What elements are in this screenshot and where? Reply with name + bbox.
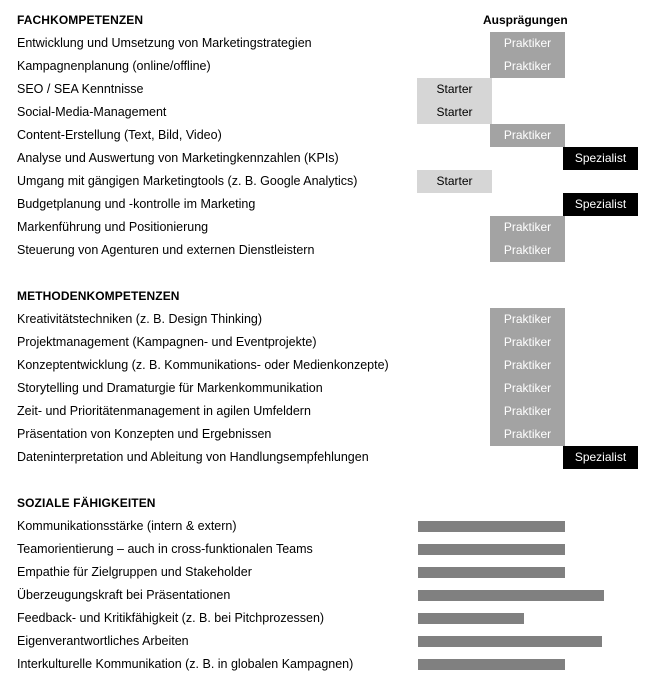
skill-row <box>0 607 654 630</box>
skill-label: Dateninterpretation und Ableitung von Handlungsempfehlungen <box>17 450 369 464</box>
skill-row <box>0 538 654 561</box>
level-badge-praktiker: Praktiker <box>490 423 565 446</box>
skill-label: Steuerung von Agenturen und externen Dienstleistern <box>17 243 315 257</box>
section-heading-soziale-faehigkeiten: SOZIALE FÄHIGKEITEN <box>17 496 156 510</box>
skill-label: Analyse und Auswertung von Marketingkennzahlen (KPIs) <box>17 151 339 165</box>
skill-row <box>0 561 654 584</box>
level-badge-praktiker: Praktiker <box>490 308 565 331</box>
level-badge-spezialist: Spezialist <box>563 147 638 170</box>
skill-row <box>0 354 654 377</box>
skill-label: Projektmanagement (Kampagnen- und Eventprojekte) <box>17 335 317 349</box>
skill-rating-bar <box>418 613 524 624</box>
skill-rating-bar <box>418 636 602 647</box>
skill-label: Umgang mit gängigen Marketingtools (z. B. Google Analytics) <box>17 174 358 188</box>
skill-row <box>0 308 654 331</box>
skill-label: Kampagnenplanung (online/offline) <box>17 59 211 73</box>
level-badge-praktiker: Praktiker <box>490 239 565 262</box>
skill-row <box>0 515 654 538</box>
skill-label: Kommunikationsstärke (intern & extern) <box>17 519 237 533</box>
skill-rating-bar <box>418 544 565 555</box>
skill-row <box>0 423 654 446</box>
skill-row <box>0 630 654 653</box>
skill-row <box>0 124 654 147</box>
section-heading-fachkompetenzen: FACHKOMPETENZEN <box>17 13 144 27</box>
skill-row <box>0 170 654 193</box>
skill-label: Kreativitätstechniken (z. B. Design Thinking) <box>17 312 263 326</box>
level-badge-praktiker: Praktiker <box>490 354 565 377</box>
level-badge-spezialist: Spezialist <box>563 193 638 216</box>
level-badge-praktiker: Praktiker <box>490 32 565 55</box>
level-badge-praktiker: Praktiker <box>490 377 565 400</box>
skill-label: Social-Media-Management <box>17 105 167 119</box>
skill-row <box>0 147 654 170</box>
skill-row <box>0 400 654 423</box>
skill-label: Markenführung und Positionierung <box>17 220 209 234</box>
level-badge-praktiker: Praktiker <box>490 216 565 239</box>
level-badge-praktiker: Praktiker <box>490 55 565 78</box>
level-badge-praktiker: Praktiker <box>490 400 565 423</box>
skill-label: Präsentation von Konzepten und Ergebnissen <box>17 427 272 441</box>
skill-row <box>0 78 654 101</box>
level-badge-starter: Starter <box>417 78 492 101</box>
skill-label: Überzeugungskraft bei Präsentationen <box>17 588 231 602</box>
skill-label: Teamorientierung – auch in cross-funktionalen Teams <box>17 542 313 556</box>
skill-row <box>0 239 654 262</box>
skill-rating-bar <box>418 590 604 601</box>
skill-label: Empathie für Zielgruppen und Stakeholder <box>17 565 252 579</box>
skill-label: Feedback- und Kritikfähigkeit (z. B. bei Pitchprozessen) <box>17 611 325 625</box>
skill-label: Budgetplanung und -kontrolle im Marketing <box>17 197 256 211</box>
skill-label: Entwicklung und Umsetzung von Marketingstrategien <box>17 36 312 50</box>
skill-row <box>0 331 654 354</box>
skill-label: Interkulturelle Kommunikation (z. B. in globalen Kampagnen) <box>17 657 354 671</box>
skill-row <box>0 101 654 124</box>
level-badge-praktiker: Praktiker <box>490 124 565 147</box>
skill-label: Content-Erstellung (Text, Bild, Video) <box>17 128 222 142</box>
level-badge-spezialist: Spezialist <box>563 446 638 469</box>
skill-row <box>0 193 654 216</box>
skill-row <box>0 32 654 55</box>
skill-label: Zeit- und Prioritätenmanagement in agilen Umfeldern <box>17 404 311 418</box>
skill-row <box>0 216 654 239</box>
skill-label: Storytelling und Dramaturgie für Markenkommunikation <box>17 381 323 395</box>
skill-rating-bar <box>418 659 565 670</box>
skill-rating-bar <box>418 567 565 578</box>
levels-column-heading: Ausprägungen <box>483 13 568 27</box>
skill-label: Konzeptentwicklung (z. B. Kommunikations- oder Medienkonzepte) <box>17 358 389 372</box>
skill-row <box>0 446 654 469</box>
skill-row <box>0 377 654 400</box>
skill-label: SEO / SEA Kenntnisse <box>17 82 144 96</box>
level-badge-starter: Starter <box>417 170 492 193</box>
section-heading-methodenkompetenzen: METHODENKOMPETENZEN <box>17 289 180 303</box>
level-badge-starter: Starter <box>417 101 492 124</box>
level-badge-praktiker: Praktiker <box>490 331 565 354</box>
skill-row <box>0 653 654 676</box>
skill-row <box>0 55 654 78</box>
skill-row <box>0 584 654 607</box>
skill-rating-bar <box>418 521 565 532</box>
skill-label: Eigenverantwortliches Arbeiten <box>17 634 189 648</box>
